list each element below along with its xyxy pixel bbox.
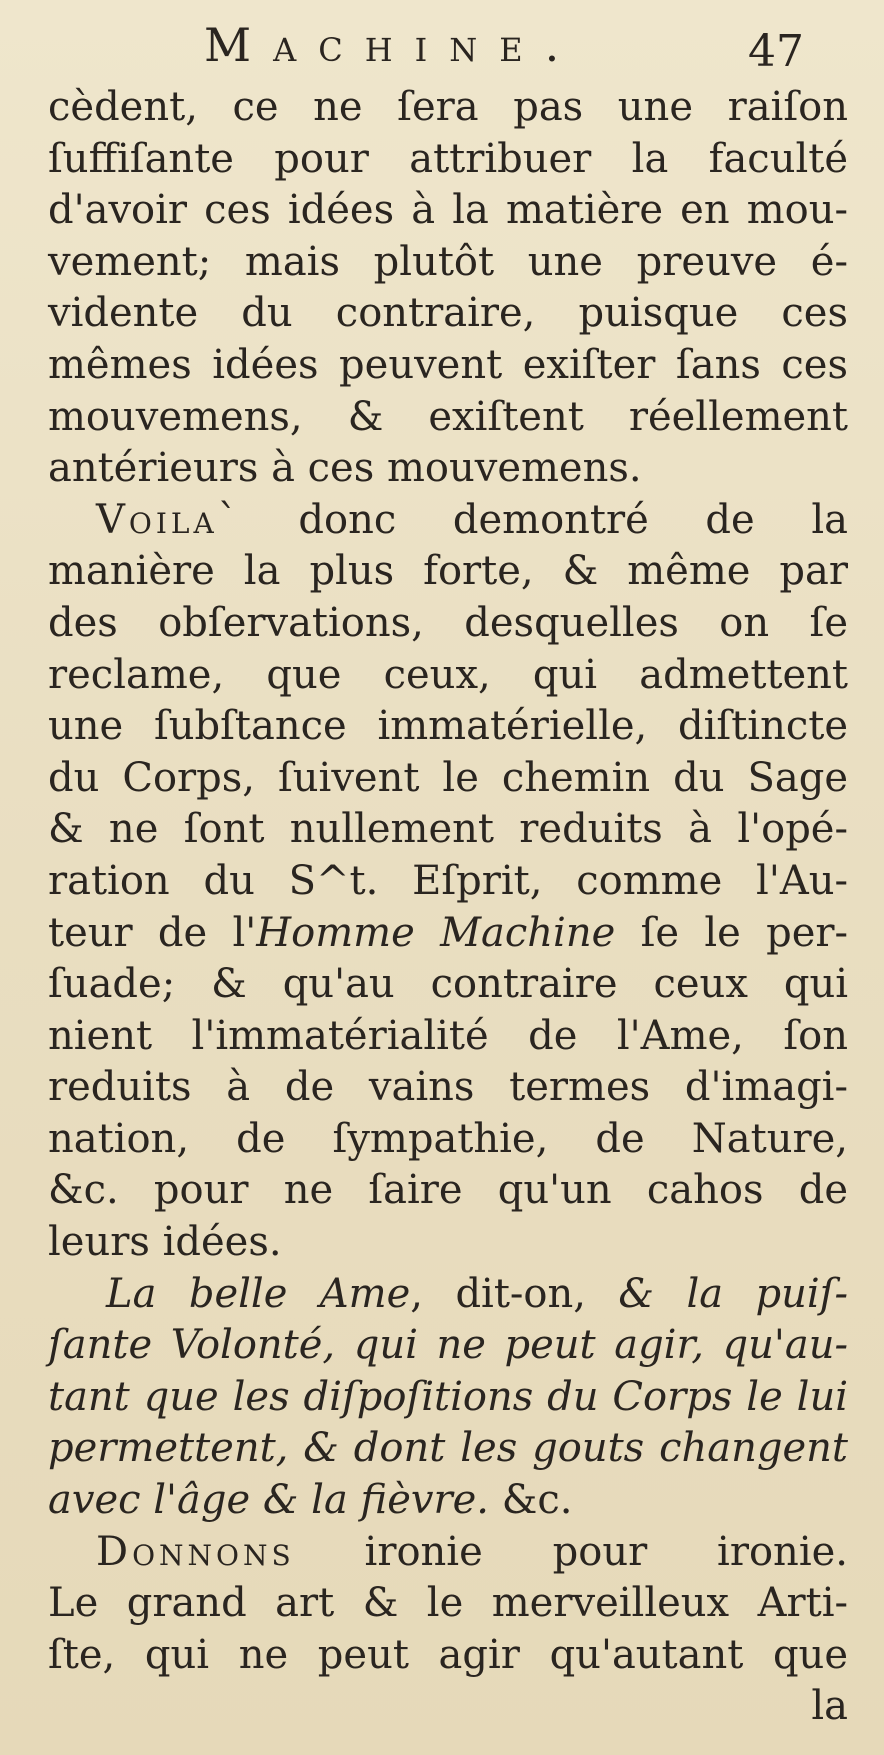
text-line: &c. pour ne ſaire qu'un cahos de [48,1167,848,1214]
text-line: manière la plus forte, & même par [48,548,848,595]
text-line: nation, de ſympathie, de Nature, [48,1115,848,1162]
text-line: & ne ſont nullement reduits à l'opé- [48,806,848,853]
text-run: donc demontré de la [298,496,848,543]
body-text [48,82,848,1733]
text-line: ration du S^t. Eſprit, comme l'Au- [48,857,848,904]
quote-line: permettent, & dont les gouts changent [48,1425,848,1472]
page-number: 47 [748,26,804,77]
text-line: ſuffiſante pour attribuer la faculté [48,135,848,182]
text-line: ſte, qui ne peut agir qu'autant que [48,1631,848,1678]
paragraph-start-line [48,495,848,547]
text-line: ſuade; & qu'au contraire ceux qui [48,961,848,1008]
text-run: , dit-on, [410,1270,619,1317]
text-run: grand art & le merveilleux Arti- [126,1580,848,1627]
quote-start-line [48,1269,848,1321]
quote-line: ſante Volonté, qui ne peut agir, qu'au- [48,1322,848,1369]
text-line: vement; mais plutôt une preuve é- [48,238,848,285]
text-line: cèdent, ce ne ſera pas une raiſon [48,84,848,130]
text-run: &c. [501,1477,573,1524]
text-run: teur de l' [48,909,257,956]
text-line: d'avoir ces idées à la matière en mou- [48,187,848,234]
catchword: la [811,1683,848,1730]
running-head [0,12,884,82]
text-line: mouvemens, & exiſtent réellement [48,393,848,440]
text-line: du Corps, ſuivent le chemin du Sage [48,754,848,801]
book-title: Homme Machine [256,909,616,956]
text-line: une ſubſtance immatérielle, diſtincte [48,703,848,750]
quote-end-line [48,1475,848,1527]
quote-run: avec l'âge & la fièvre. [48,1477,489,1524]
text-line: nient l'immatérialité de l'Ame, ſon [48,1012,848,1059]
quote-run: La belle Ame [106,1270,411,1317]
small-caps-word: Voila` [96,496,242,543]
text-run: Le [48,1580,99,1627]
text-run: ſe le per- [640,909,848,956]
text-line: antérieurs à ces mouvemens. [48,445,642,492]
text-line-with-lead [48,1578,848,1630]
text-run: ironie pour ironie. [364,1528,848,1575]
text-line: mêmes idées peuvent exiſter ſans ces [48,341,848,388]
text-line: reduits à de vains termes d'imagi- [48,1064,848,1111]
text-line: leurs idées. [48,1219,282,1266]
small-caps-word: Donnons [96,1528,295,1575]
paragraph-start-line [48,1527,848,1579]
text-line: des obſervations, desquelles on ſe [48,599,848,646]
text-line: vidente du contraire, puisque ces [48,290,848,337]
text-line: reclame, que ceux, qui admettent [48,651,848,698]
text-line-with-italic [48,908,848,960]
running-title: Machine. [204,18,582,72]
quote-line: tant que les diſpoſitions du Corps le lui [48,1373,848,1420]
quote-run: & la puiſ- [618,1270,848,1317]
